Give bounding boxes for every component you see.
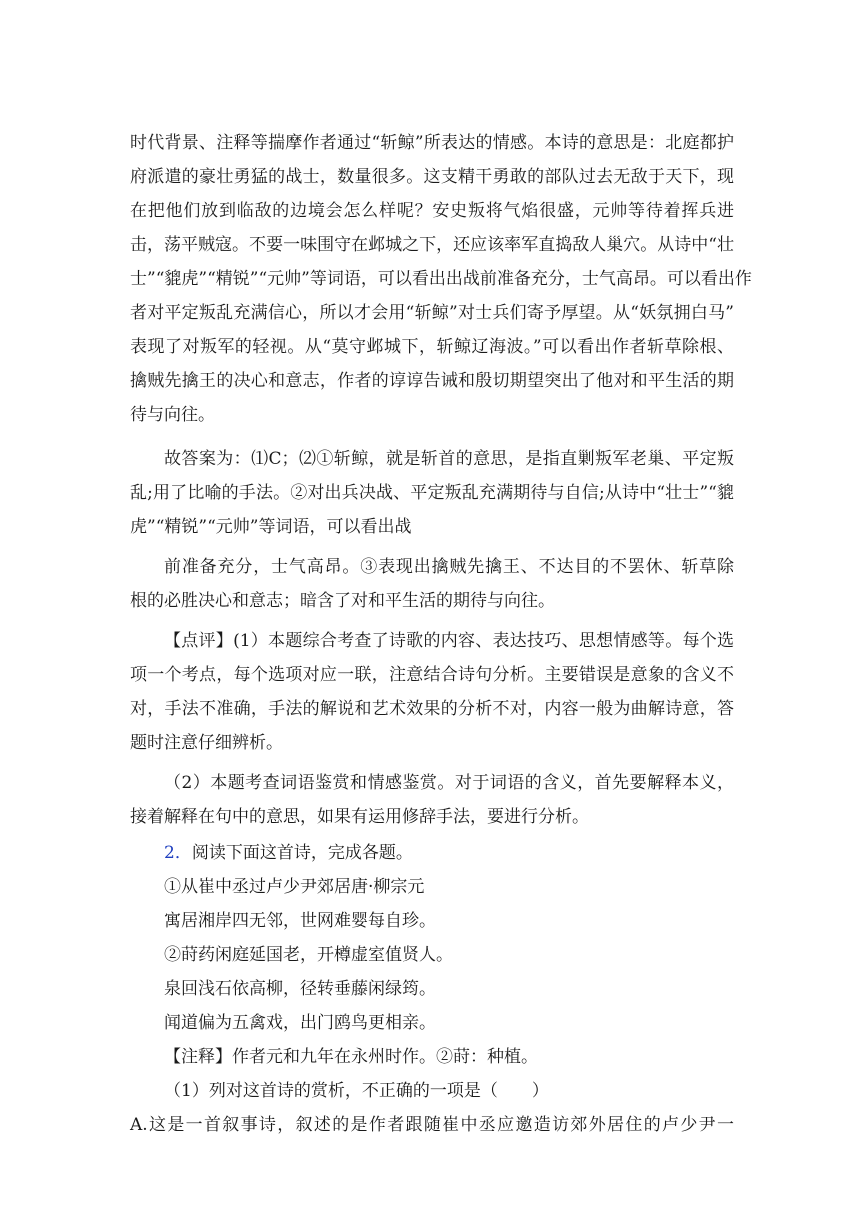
text-line: 府派遣的豪壮勇猛的战士，数量很多。这支精干勇敢的部队过去无敌于天下，现 bbox=[130, 167, 734, 187]
text-line: 虎”“精锐”“元帅”等词语，可以看出战 bbox=[130, 517, 412, 537]
poem-block bbox=[130, 870, 734, 1142]
text-line: 在把他们放到临敌的边境会怎么样呢？安史叛将气焰很盛，元帅等待着挥兵进 bbox=[130, 201, 734, 221]
text-line: 时代背景、注释等揣摩作者通过“斩鲸”所表达的情感。本诗的意思是：北庭都护 bbox=[130, 133, 734, 153]
comment-paragraph-2 bbox=[130, 766, 734, 834]
text-line: 根的必胜决心和意志；暗含了对和平生活的期待与向往。 bbox=[130, 591, 555, 611]
text-line: 表现了对叛军的轻视。从“莫守邺城下，斩鲸辽海波。”可以看出作者斩草除根、 bbox=[130, 337, 734, 357]
option-a: A.这是一首叙事诗，叙述的是作者跟随崔中丞应邀造访郊外居住的卢少尹一 bbox=[130, 1115, 734, 1135]
text-line: 【点评】(1）本题综合考查了诗歌的内容、表达技巧、思想情感等。每个选 bbox=[164, 631, 734, 651]
text-line: （2）本题考查词语鉴赏和情感鉴赏。对于词语的含义，首先要解释本义， bbox=[164, 773, 734, 793]
poem-line: 泉回浅石依高柳，径转垂藤闲绿筠。 bbox=[164, 979, 436, 999]
poem-line: 闻道偏为五禽戏，出门鸥鸟更相亲。 bbox=[164, 1013, 436, 1033]
sub-question: （1）列对这首诗的赏析，不正确的一项是（ ） bbox=[164, 1081, 549, 1101]
text-line: 接着解释在句中的意思，如果有运用修辞手法，要进行分析。 bbox=[130, 807, 589, 827]
text-line: 待与向往。 bbox=[130, 405, 215, 425]
comment-paragraph bbox=[130, 624, 734, 760]
poem-note: 【注释】作者元和九年在永州时作。②莳：种植。 bbox=[164, 1047, 538, 1067]
question-2-heading bbox=[130, 836, 734, 870]
analysis-paragraph bbox=[130, 126, 752, 432]
question-number: 2． bbox=[164, 843, 192, 863]
text-line: 者对平定叛乱充满信心，所以才会用“斩鲸”对士兵们寄予厚望。从“妖氛拥白马” bbox=[130, 303, 734, 323]
text-line: 项一个考点，每个选项对应一联，注意结合诗句分析。主要错误是意象的含义不 bbox=[130, 665, 734, 685]
poem-line: ②莳药闲庭延国老，开樽虚室值贤人。 bbox=[164, 945, 453, 965]
text-line: 题时注意仔细辨析。 bbox=[130, 733, 283, 753]
text-line: 击，荡平贼寇。不要一味围守在邺城之下，还应该率军直捣敌人巢穴。从诗中“壮 bbox=[130, 235, 734, 255]
text-line: 对，手法不准确，手法的解说和艺术效果的分析不对，内容一般为曲解诗意，答 bbox=[130, 699, 734, 719]
text-line: 故答案为：⑴C；⑵①斩鲸，就是斩首的意思，是指直剿叛军老巢、平定叛 bbox=[164, 449, 734, 469]
text-line: 乱;用了比喻的手法。②对出兵决战、平定叛乱充满期待与自信;从诗中“壮士”“貔 bbox=[130, 483, 734, 503]
answer-continuation bbox=[130, 550, 734, 618]
text-line: 前准备充分，士气高昂。③表现出擒贼先擒王、不达目的不罢休、斩草除 bbox=[164, 557, 734, 577]
document-body bbox=[130, 126, 752, 1142]
text-line: 擒贼先擒王的决心和意志，作者的谆谆告诫和殷切期望突出了他对和平生活的期 bbox=[130, 371, 734, 391]
poem-title: ①从崔中丞过卢少尹郊居唐·柳宗元 bbox=[164, 877, 425, 897]
text-line: 士”“貔虎”“精锐”“元帅”等词语，可以看出出战前准备充分，士气高昂。可以看出作 bbox=[130, 269, 752, 289]
poem-line: 寓居湘岸四无邻，世网难婴每自珍。 bbox=[164, 911, 436, 931]
question-text: 阅读下面这首诗，完成各题。 bbox=[191, 843, 413, 863]
answer-paragraph bbox=[130, 442, 734, 544]
